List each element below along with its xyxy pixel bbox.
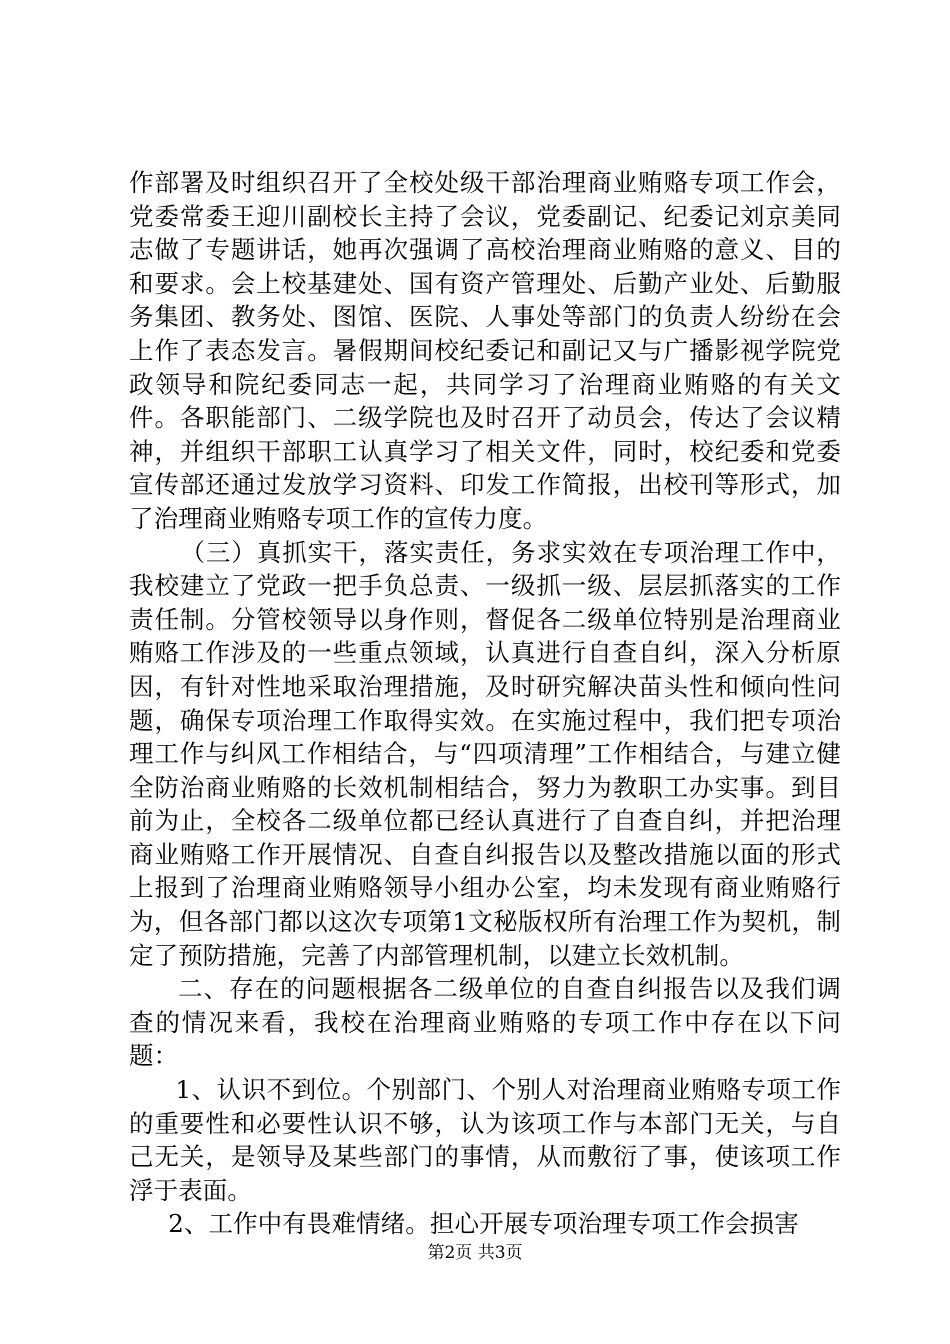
paragraph-problem-1: 1、认识不到位。个别部门、个别人对治理商业贿赂专项工作的重要性和必要性认识不够，认为该项工作与本部门无关，与自己无关，是领导及某些部门的事情，从而敷衍了事，使该项工作浮于表面。 [129, 1075, 841, 1205]
paragraph-problems-heading: 二、存在的问题根据各二级单位的自查自纠报告以及我们调查的情况来看，我校在治理商业贿赂的专项工作中存在以下问题： [129, 974, 841, 1071]
paragraph-publicity: 作部署及时组织召开了全校处级干部治理商业贿赂专项工作会，党委常委王迎川副校长主持了会议，党委副记、纪委记刘京美同志做了专题讲话，她再次强调了高校治理商业贿赂的意义、目的和要求。会上校基建处、国有资产管理处、后勤产业处、后勤服务集团、教务处、图馆、医院、人事处等部门的负责人纷纷在会上作了表态发言。暑假期间校纪委记和副记又与广播影视学院党政领导和院纪委同志一起，共同学习了治理商业贿赂的有关文件。各职能部门、二级学院也及时召开了动员会，传达了会议精神，并组织干部职工认真学习了相关文件，同时，校纪委和党委宣传部还通过发放学习资料、印发工作简报，出校刊等形式，加了治理商业贿赂专项工作的宣传力度。 [129, 168, 841, 533]
page-footer: 第2页 共3页 [427, 1243, 523, 1263]
paragraph-responsibility: （三）真抓实干，落实责任，务求实效在专项治理工作中，我校建立了党政一把手负总责、一级抓一级、层层抓落实的工作责任制。分管校领导以身作则，督促各二级单位特别是治理商业贿赂工作涉及的一些重点领域，认真进行自查自纠，深入分析原因，有针对性地采取治理措施，及时研究解决苗头性和倾向性问题，确保专项治理工作取得实效。在实施过程中，我们把专项治理工作与纠风工作相结合，与“四项清理”工作相结合，与建立健全防治商业贿赂的长效机制相结合，努力为教职工办实事。到目前为止，全校各二级单位都已经认真进行了自查自纠，并把治理商业贿赂工作开展情况、自查自纠报告以及整改措施以面的形式上报到了治理商业贿赂领导小组办公室，均未发现有商业贿赂行为，但各部门都以这次专项第1文秘版权所有治理工作为契机，制定了预防措施，完善了内部管理机制，以建立长效机制。 [129, 537, 841, 970]
paragraph-problem-2: 2、工作中有畏难情绪。担心开展专项治理专项工作会损害 [168, 1209, 799, 1239]
document-body [129, 166, 841, 1241]
